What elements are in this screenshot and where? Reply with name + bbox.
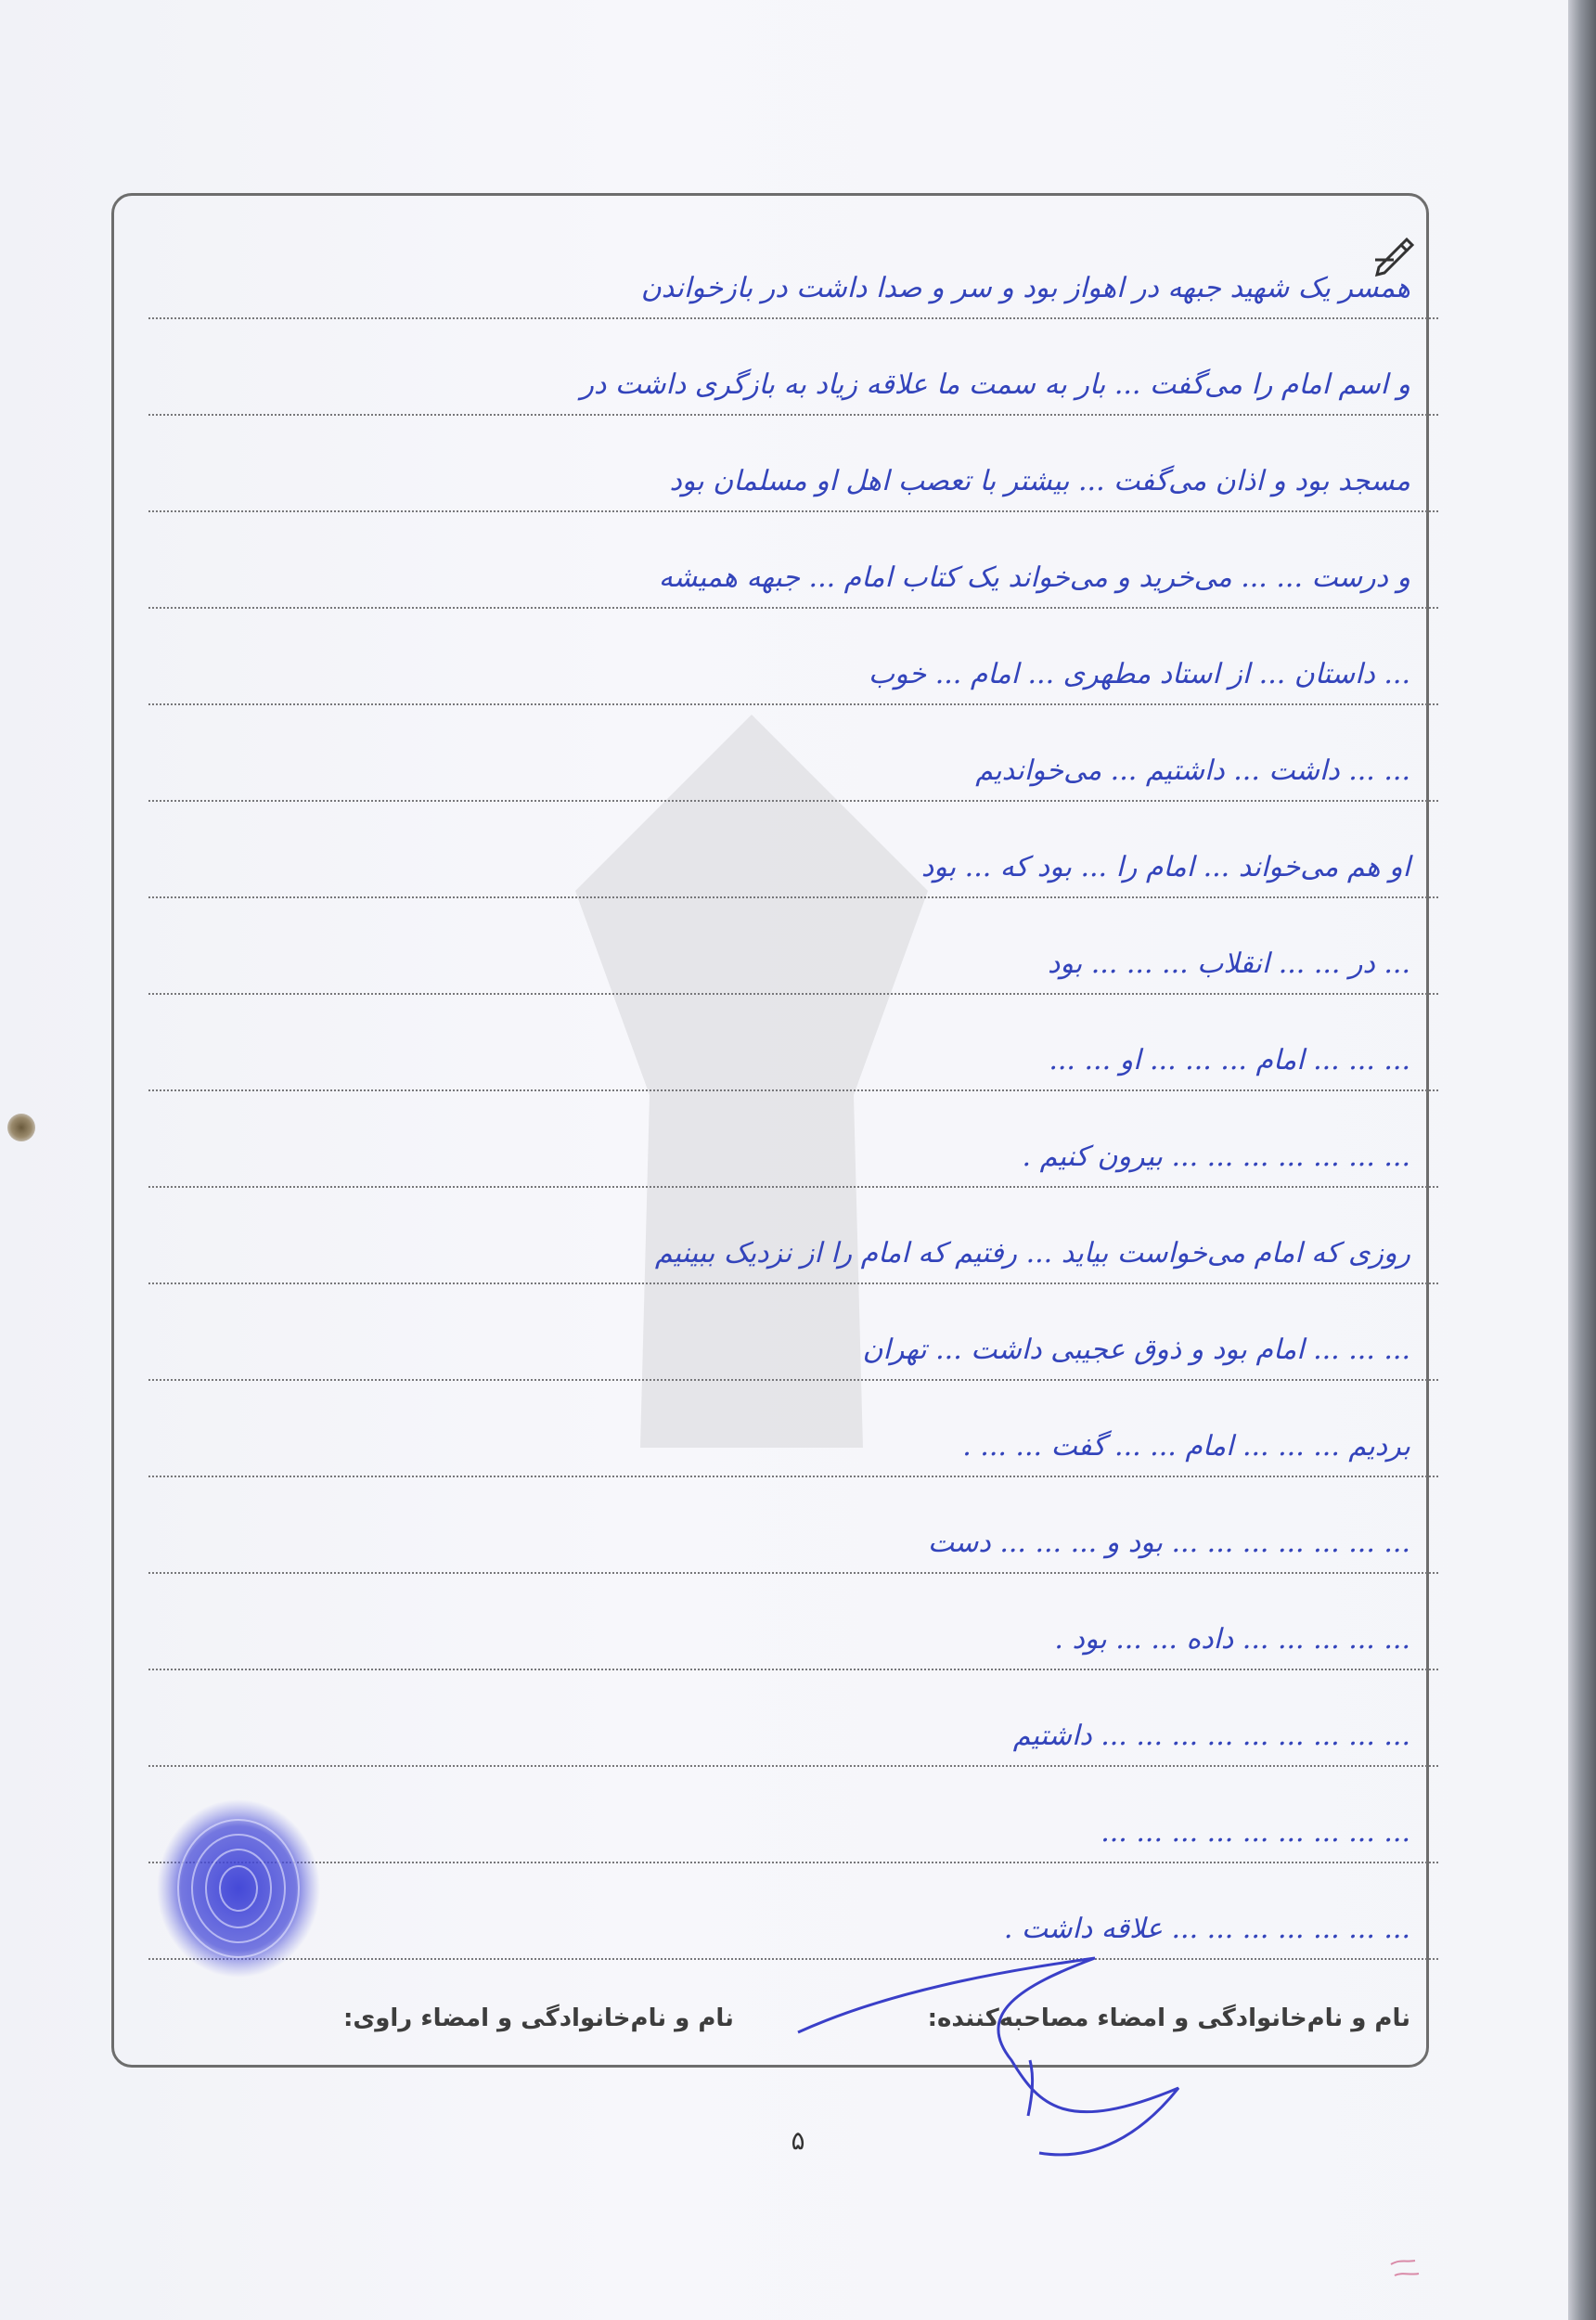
pencil-mark [1387, 2255, 1424, 2283]
text-line [148, 995, 1438, 1091]
handwritten-text: ... ... ... ... ... ... ... علاقه داشت . [1003, 1913, 1410, 1945]
text-line [148, 1091, 1438, 1188]
handwritten-text: ... داستان ... از استاد مطهری ... امام ... خوب [868, 658, 1410, 690]
text-line [148, 416, 1438, 512]
text-line [148, 802, 1438, 898]
notebook-binding [1568, 0, 1596, 2320]
text-line [148, 1863, 1438, 1960]
narrator-signature-label: نام و نام‌خانوادگی و امضاء راوی: [343, 2004, 734, 2032]
handwritten-text: ... ... ... ... ... ... ... ... ... [1100, 1816, 1410, 1849]
handwritten-text: بردیم ... ... ... امام ... ... گفت ... ... . [962, 1430, 1410, 1463]
handwritten-text: ... در ... ... انقلاب ... ... ... بود [1048, 947, 1410, 980]
text-line [148, 609, 1438, 705]
text-line [148, 223, 1438, 319]
text-line [148, 1381, 1438, 1477]
text-line [148, 898, 1438, 995]
text-line [148, 512, 1438, 609]
handwritten-text: ... ... ... ... ... داده ... ... بود . [1054, 1623, 1410, 1656]
handwritten-text: او هم می‌خواند ... امام را ... بود که ... بود [920, 851, 1410, 883]
text-line [148, 1477, 1438, 1574]
handwritten-text: و اسم امام را می‌گفت ... بار به سمت ما علاقه زیاد به بازگری داشت در [580, 368, 1410, 401]
signature [789, 1949, 1216, 2172]
handwritten-text: و درست ... ... می‌خرید و می‌خواند یک کتاب امام ... جبهه همیشه [658, 561, 1410, 594]
text-line [148, 1284, 1438, 1381]
handwritten-text: ... ... ... ... ... ... ... بود و ... ... ... دست [927, 1527, 1410, 1559]
signature-footer [139, 2004, 1410, 2060]
text-line [148, 1574, 1438, 1670]
text-line [148, 1670, 1438, 1767]
handwritten-text: ... ... ... امام بود و ذوق عجیبی داشت ... تهران [862, 1334, 1410, 1366]
handwritten-text: مسجد بود و اذان می‌گفت ... بیشتر با تعصب اهل او مسلمان بود [669, 465, 1410, 497]
interviewer-signature-label: نام و نام‌خانوادگی و امضاء مصاحبه‌کننده: [927, 2004, 1410, 2032]
fingerprint [153, 1796, 325, 1981]
text-line [148, 1767, 1438, 1863]
text-line [148, 705, 1438, 802]
paper-stain [7, 1114, 35, 1141]
page-number: ۵ [791, 2125, 805, 2156]
handwritten-text: ... ... داشت ... داشتیم ... می‌خواندیم [975, 754, 1410, 787]
handwritten-text: روزی که امام می‌خواست بیاید ... رفتیم که امام را از نزدیک ببینیم [654, 1237, 1410, 1270]
handwritten-text: همسر یک شهید جبهه در اهواز بود و سر و صدا داشت در بازخواندن [640, 272, 1410, 304]
handwritten-lines [148, 223, 1438, 1960]
handwritten-text: ... ... ... ... ... ... ... ... ... داشتیم [1012, 1720, 1410, 1752]
text-line [148, 319, 1438, 416]
handwritten-text: ... ... ... ... ... ... ... بیرون کنیم . [1022, 1141, 1410, 1173]
handwritten-text: ... ... ... امام ... ... ... او ... ... [1049, 1044, 1410, 1076]
text-line [148, 1188, 1438, 1284]
